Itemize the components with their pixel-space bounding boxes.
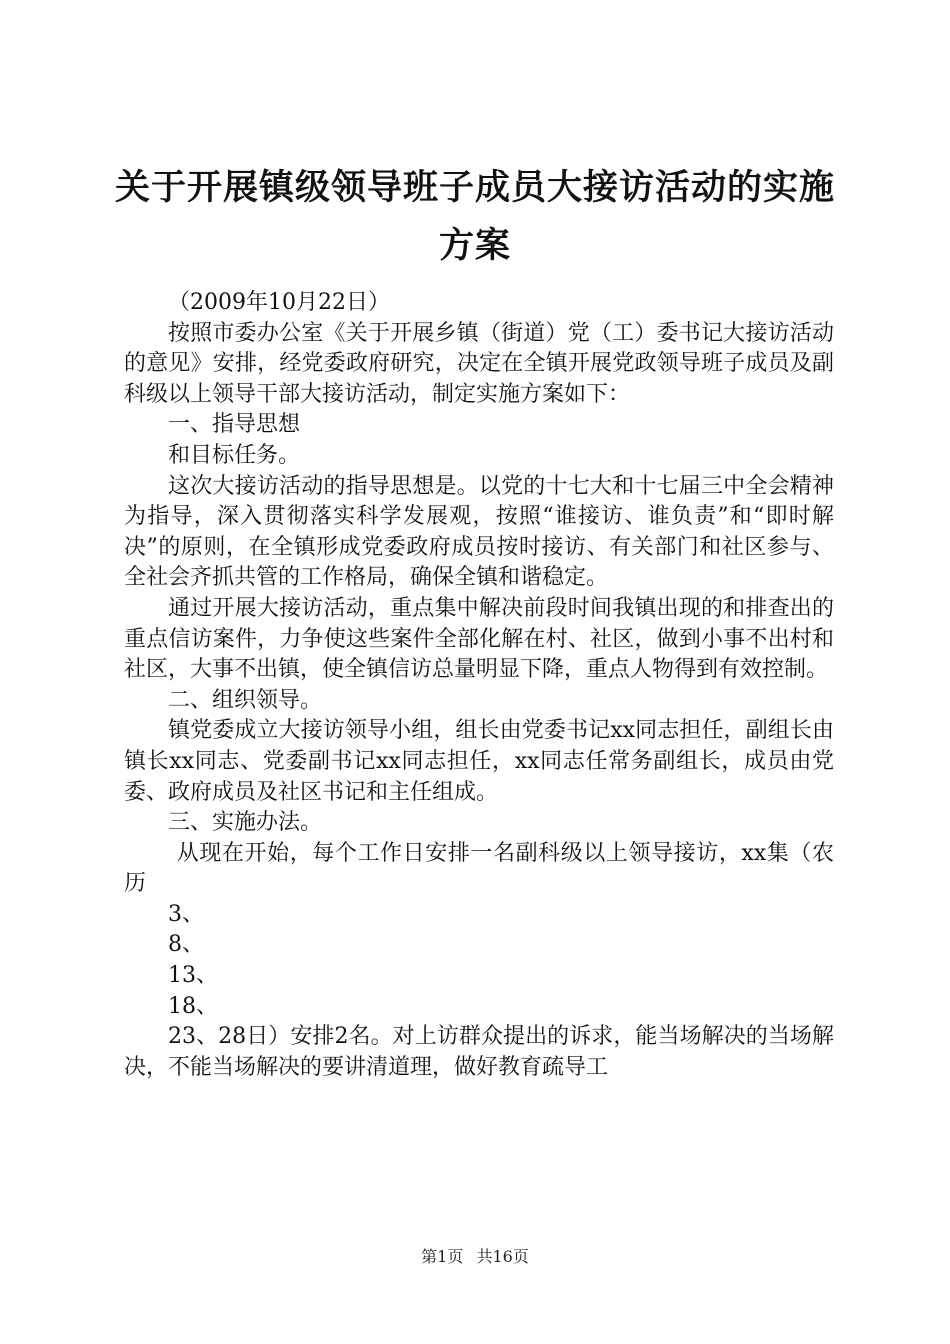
intro-paragraph: 按照市委办公室《关于开展乡镇（街道）党（工）委书记大接访活动的意见》安排，经党委政府研究，决定在全镇开展党政领导班子成员及副科级以上领导干部大接访活动，制定实施方案如下： xyxy=(124,320,834,407)
list-fragment: 18、 xyxy=(168,993,218,1019)
document-date: （2009年10月22日） xyxy=(168,290,390,315)
section-heading-3: 三、实施办法。 xyxy=(168,810,323,836)
body-paragraph: 这次大接访活动的指导思想是。以党的十七大和十七届三中全会精神为指导，深入贯彻落实科学发展观，按照“谁接访、谁负责”和“即时解决”的原则，在全镇形成党委政府成员按时接访、有关部门和社区参与、全社会齐抓共管的工作格局，确保全镇和谐稳定。 xyxy=(124,473,834,591)
body-paragraph: 通过开展大接访活动，重点集中解决前段时间我镇出现的和排查出的重点信访案件，力争使这些案件全部化解在村、社区，做到小事不出村和社区，大事不出镇，使全镇信访总量明显下降，重点人物得到有效控制。 xyxy=(124,595,834,683)
page-total: 共16页 xyxy=(476,1247,529,1266)
body-paragraph: 23、28日）安排2名。对上访群众提出的诉求，能当场解决的当场解决，不能当场解决的要讲清道理，做好教育疏导工 xyxy=(124,1024,834,1080)
page-number: 第1页 xyxy=(421,1247,464,1266)
section-heading-1-cont: 和目标任务。 xyxy=(168,442,301,468)
body-paragraph: 镇党委成立大接访领导小组，组长由党委书记xx同志担任，副组长由镇长xx同志、党委副书记xx同志担任，xx同志任常务副组长，成员由党委、政府成员及社区书记和主任组成。 xyxy=(124,718,834,805)
page-footer xyxy=(0,1244,950,1267)
section-heading-1: 一、指导思想 xyxy=(168,412,301,438)
document-body xyxy=(124,288,834,1083)
document-title-line-2: 方案 xyxy=(438,226,511,266)
document-title-line-1: 关于开展镇级领导班子成员大接访活动的实施 xyxy=(114,168,835,208)
body-paragraph: 从现在开始，每个工作日安排一名副科级以上领导接访，xx集（农历 xyxy=(124,840,834,897)
list-fragment: 3、 xyxy=(168,901,204,927)
section-heading-2: 二、组织领导。 xyxy=(168,687,323,713)
list-fragment: 8、 xyxy=(168,932,204,958)
list-fragment: 13、 xyxy=(168,963,218,989)
